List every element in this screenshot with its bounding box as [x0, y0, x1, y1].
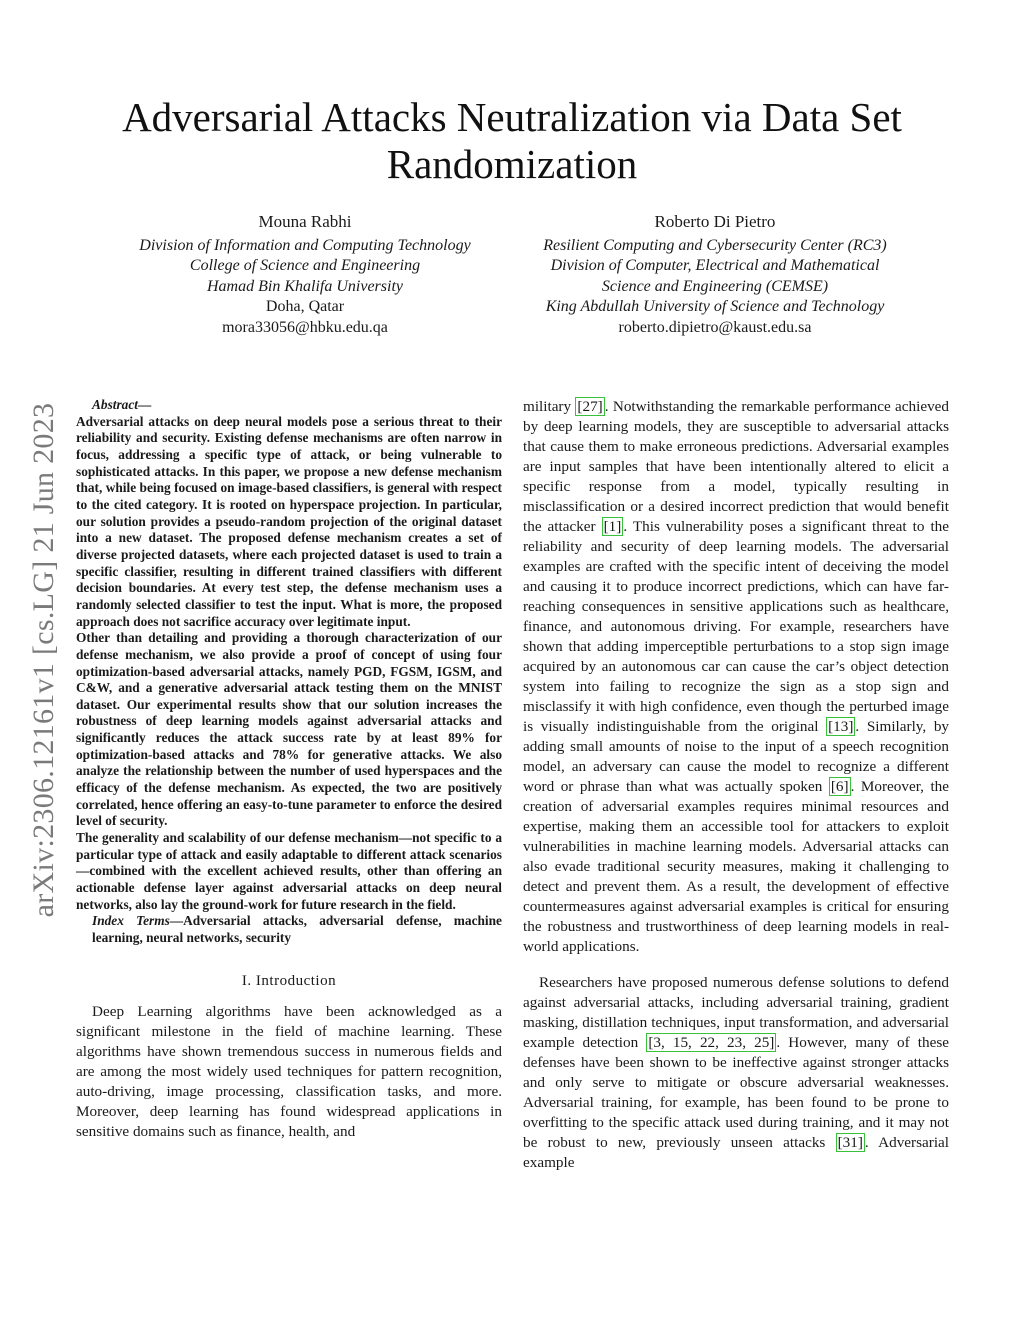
author-affiliation: Division of Computer, Electrical and Mathematical: [550, 257, 880, 275]
index-terms-label: Index Terms: [92, 913, 170, 929]
citation-link[interactable]: [6]: [830, 778, 849, 795]
abstract-heading: Abstract—: [92, 397, 152, 412]
citation-link[interactable]: [1]: [603, 518, 622, 535]
body-paragraph: military [27] . Notwithstanding the remarkable performance achieved by deep learning models, they are susceptible to adversarial attacks that cause them to make erroneous predictions. Adversarial examples are input samples that have been intentionally altered to elicit a specific response from a model, typically resulting in misclassification or a desired incorrect prediction that would benefit the attacker [1] . This vulnerability poses a significant threat to the reliability and security of deep learning models. The adversarial examples are crafted with the specific intent of deceiving the model and causing it to produce incorrect predictions, which can have far-reaching consequences in sensitive applications such as healthcare, finance, and autonomous driving. For example, researchers have shown that adding imperceptible perturbations to a stop sign image acquired by an autonomous car can cause the car’s object detection system into failing to recognize the sign as a stop sign and misclassify it with high confidence, even though the perturbed image is visually indistinguishable from the original [13] . Similarly, by adding small amounts of noise to the input of a speech recognition model, an adversary can cause the model to recognize a different word or phrase than what was actually spoken [6] . Moreover, the creation of adversarial examples requires minimal resources and expertise, making them an accessible tool for attackers to exploit vulnerabilities in machine learning models. Adversarial attacks can also evade traditional security measures, making it challenging to detect and prevent them. As a result, the development of effective countermeasures against adversarial examples is critical for ensuring the robustness and trustworthiness of deep learning models in real-world applications.: [523, 398, 950, 955]
right-column: [523, 397, 949, 1173]
author-block-1: [95, 212, 515, 339]
paper-title: Adversarial Attacks Neutralization via Data Set Randomization: [122, 94, 902, 187]
right-column-body: [523, 397, 949, 1173]
arxiv-identifier: [24, 370, 64, 950]
citation-link[interactable]: [31]: [837, 1134, 863, 1151]
abstract-paragraph: The generality and scalability of our defense mechanism—not specific to a particular type of attack and easily adaptable to different attack scenarios—combined with the excellent achieved results, other than offering an actionable defense layer against adversarial attacks on deep neural networks, also lay the ground-work for future research in the field.: [76, 830, 502, 912]
author-affiliation: Hamad Bin Khalifa University: [207, 277, 403, 295]
arxiv-identifier-text: arXiv:2306.12161v1 [cs.LG] 21 Jun 2023: [27, 402, 60, 918]
author-location: Doha, Qatar: [265, 298, 345, 316]
author-affiliation: Division of Information and Computing Technology: [139, 236, 471, 254]
author-email: mora33056@hbku.edu.qa: [222, 318, 388, 336]
author-name: Roberto Di Pietro: [654, 212, 776, 231]
author-email: roberto.dipietro@kaust.edu.sa: [618, 318, 812, 336]
section-heading-introduction: I. Introduction: [241, 972, 337, 989]
left-column: [76, 397, 502, 1142]
author-affiliation: Science and Engineering (CEMSE): [601, 277, 829, 295]
author-affiliation: King Abdullah University of Science and Technology: [545, 298, 885, 316]
index-terms: [76, 913, 502, 946]
citation-link[interactable]: [27]: [577, 398, 603, 415]
citation-link[interactable]: [13]: [828, 718, 854, 735]
abstract: [76, 397, 502, 947]
author-name: Mouna Rabhi: [258, 212, 352, 231]
author-affiliation: College of Science and Engineering: [189, 257, 421, 275]
introduction-body: [76, 1002, 502, 1142]
abstract-paragraph: Other than detailing and providing a thorough characterization of our defense mechanism, we also provide a proof of concept of using four optimization-based adversarial attacks, namely PGD, FGSM, IGSM, and C&W, and a generative adversarial attack testing them on the MNIST dataset. Our experimental results show that our solution increases the robustness of deep learning models against adversarial attacks and significantly reduces the attack success rate by at least 89% for optimization-based attacks and 78% for generative attacks. We also analyze the relationship between the number of used hyperspaces and the efficacy of the defense mechanism. As expected, the two are positively correlated, hence offering an easy-to-tune parameter to enforce the desired level of security.: [76, 630, 502, 829]
abstract-paragraph: Adversarial attacks on deep neural models pose a serious threat to their reliability and security. Existing defense mechanisms are often narrow in focus, addressing a specific type of attack, or being vulnerable to sophisticated attacks. In this paper, we propose a new defense mechanism that, while being focused on image-based classifiers, is general with respect to the cited category. It is rooted on hyperspace projection. In particular, our solution provides a pseudo-random projection of the original dataset into a new dataset. The proposed defense mechanism creates a set of diverse projected datasets, where each projected dataset is used to train a specific classifier, resulting in different trained classifiers with different decision boundaries. At every test step, the defense mechanism uses a randomly selected classifier to test the input. What is more, the proposed approach does not sacrifice accuracy over legitimate input.: [76, 413, 502, 629]
body-paragraph: Researchers have proposed numerous defense solutions to defend against adversarial attacks, including adversarial training, gradient masking, distillation techniques, input transformation, and adversarial example detection [3, 15, 22, 23, 25] . However, many of these defenses have been shown to be ineffective against stronger attacks and only serve to mitigate or obscure adversarial weaknesses. Adversarial training, for example, has been found to be prone to overfitting to the specific attack used during training, and it may not be robust to new, previously unseen attacks [31] . Adversarial example: [523, 974, 949, 1171]
author-block-2: [500, 212, 930, 339]
citation-link[interactable]: [3, 15, 22, 23, 25]: [648, 1034, 775, 1051]
author-affiliation: Resilient Computing and Cybersecurity Center (RC3): [543, 236, 887, 254]
index-terms-text: —Adversarial attacks, adversarial defense, machine learning, neural networks, security: [92, 913, 502, 945]
body-paragraph: Deep Learning algorithms have been acknowledged as a significant milestone in the field of machine learning. These algorithms have shown tremendous success in numerous fields and are among the most widely used techniques for pattern recognition, auto-driving, image processing, classification tasks, and more. Moreover, deep learning has found widespread applications in sensitive domains such as finance, health, and: [76, 1002, 502, 1140]
